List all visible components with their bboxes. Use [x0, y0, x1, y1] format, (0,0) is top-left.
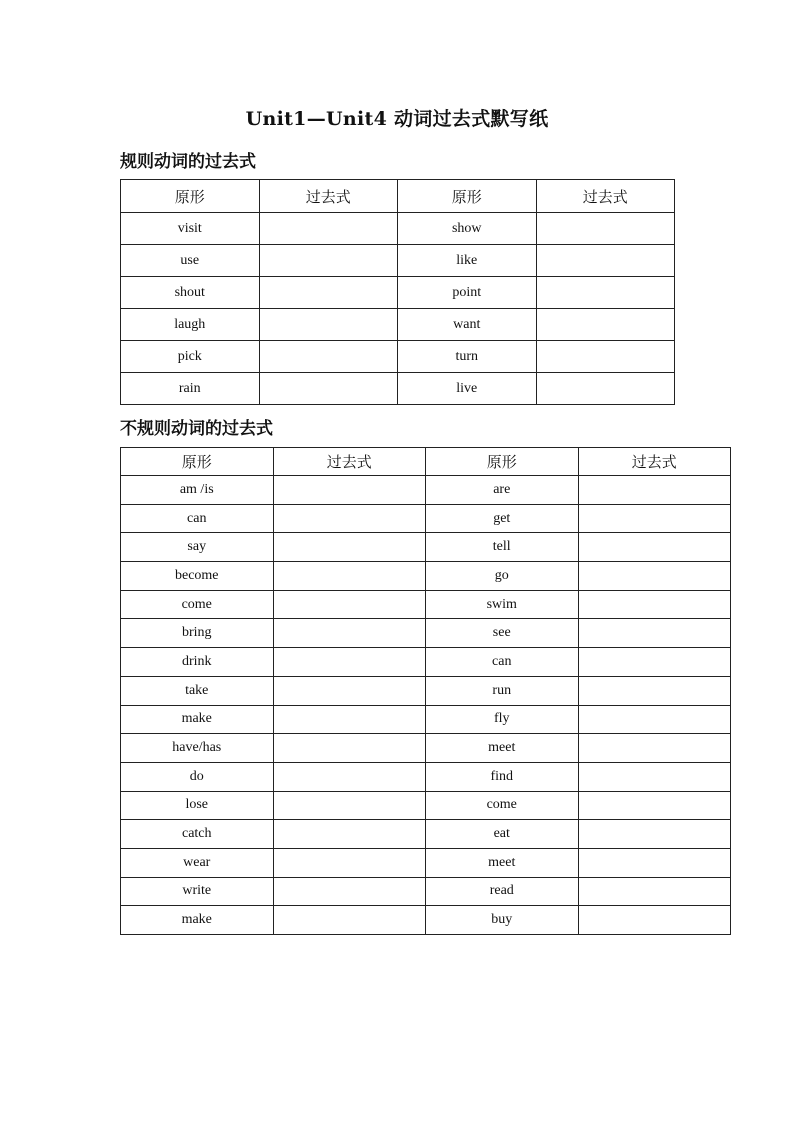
header-base-form: 原形: [426, 448, 579, 476]
past-tense-answer-cell[interactable]: [273, 820, 426, 849]
base-form-cell: take: [121, 676, 274, 705]
base-form-cell: come: [426, 791, 579, 820]
base-form-cell: do: [121, 762, 274, 791]
base-form-cell: am /is: [121, 476, 274, 505]
past-tense-answer-cell[interactable]: [578, 619, 731, 648]
base-form-cell: laugh: [121, 309, 260, 341]
base-form-cell: shout: [121, 277, 260, 309]
past-tense-answer-cell[interactable]: [578, 791, 731, 820]
header-base-form: 原形: [121, 448, 274, 476]
base-form-cell: bring: [121, 619, 274, 648]
past-tense-answer-cell[interactable]: [578, 676, 731, 705]
base-form-cell: find: [426, 762, 579, 791]
past-tense-answer-cell[interactable]: [273, 562, 426, 591]
past-tense-answer-cell[interactable]: [536, 341, 675, 373]
base-form-cell: catch: [121, 820, 274, 849]
table-row: [121, 820, 731, 849]
past-tense-answer-cell[interactable]: [578, 734, 731, 763]
table-row: [121, 705, 731, 734]
past-tense-answer-cell[interactable]: [273, 791, 426, 820]
past-tense-answer-cell[interactable]: [578, 504, 731, 533]
base-form-cell: lose: [121, 791, 274, 820]
table-row: [121, 676, 731, 705]
base-form-cell: turn: [398, 341, 537, 373]
base-form-cell: write: [121, 877, 274, 906]
table-header-row: [121, 180, 675, 213]
regular-verbs-table: [120, 179, 675, 405]
past-tense-answer-cell[interactable]: [273, 906, 426, 935]
past-tense-answer-cell[interactable]: [273, 877, 426, 906]
table-row: [121, 590, 731, 619]
table-row: [121, 476, 731, 505]
base-form-cell: use: [121, 245, 260, 277]
table-row: [121, 504, 731, 533]
past-tense-answer-cell[interactable]: [273, 504, 426, 533]
header-past-tense: 过去式: [259, 180, 398, 213]
base-form-cell: pick: [121, 341, 260, 373]
header-past-tense: 过去式: [578, 448, 731, 476]
past-tense-answer-cell[interactable]: [273, 734, 426, 763]
past-tense-answer-cell[interactable]: [259, 373, 398, 405]
header-base-form: 原形: [121, 180, 260, 213]
past-tense-answer-cell[interactable]: [536, 213, 675, 245]
base-form-cell: show: [398, 213, 537, 245]
table-row: [121, 562, 731, 591]
table-row: [121, 309, 675, 341]
table-row: [121, 341, 675, 373]
base-form-cell: tell: [426, 533, 579, 562]
base-form-cell: become: [121, 562, 274, 591]
past-tense-answer-cell[interactable]: [578, 877, 731, 906]
table-row: [121, 877, 731, 906]
base-form-cell: can: [121, 504, 274, 533]
table-row: [121, 245, 675, 277]
table-row: [121, 762, 731, 791]
irregular-verbs-body: [121, 476, 731, 935]
table-row: [121, 648, 731, 677]
past-tense-answer-cell[interactable]: [273, 705, 426, 734]
base-form-cell: have/has: [121, 734, 274, 763]
base-form-cell: buy: [426, 906, 579, 935]
table-row: [121, 373, 675, 405]
past-tense-answer-cell[interactable]: [259, 277, 398, 309]
past-tense-answer-cell[interactable]: [273, 762, 426, 791]
table-row: [121, 791, 731, 820]
table-row: [121, 848, 731, 877]
table-row: [121, 277, 675, 309]
regular-verbs-heading: 规则动词的过去式: [120, 152, 256, 172]
past-tense-answer-cell[interactable]: [273, 533, 426, 562]
header-past-tense: 过去式: [273, 448, 426, 476]
past-tense-answer-cell[interactable]: [259, 309, 398, 341]
base-form-cell: read: [426, 877, 579, 906]
base-form-cell: drink: [121, 648, 274, 677]
past-tense-answer-cell[interactable]: [273, 619, 426, 648]
base-form-cell: point: [398, 277, 537, 309]
past-tense-answer-cell[interactable]: [578, 762, 731, 791]
base-form-cell: rain: [121, 373, 260, 405]
header-base-form: 原形: [398, 180, 537, 213]
table-row: [121, 734, 731, 763]
past-tense-answer-cell[interactable]: [273, 676, 426, 705]
past-tense-answer-cell[interactable]: [536, 245, 675, 277]
past-tense-answer-cell[interactable]: [273, 648, 426, 677]
base-form-cell: meet: [426, 734, 579, 763]
base-form-cell: visit: [121, 213, 260, 245]
table-row: [121, 213, 675, 245]
base-form-cell: see: [426, 619, 579, 648]
base-form-cell: make: [121, 906, 274, 935]
base-form-cell: can: [426, 648, 579, 677]
base-form-cell: eat: [426, 820, 579, 849]
table-row: [121, 906, 731, 935]
table-row: [121, 533, 731, 562]
past-tense-answer-cell[interactable]: [578, 648, 731, 677]
base-form-cell: say: [121, 533, 274, 562]
header-past-tense: 过去式: [536, 180, 675, 213]
past-tense-answer-cell[interactable]: [536, 309, 675, 341]
past-tense-answer-cell[interactable]: [273, 848, 426, 877]
base-form-cell: fly: [426, 705, 579, 734]
irregular-verbs-table: [120, 447, 731, 935]
past-tense-answer-cell[interactable]: [578, 590, 731, 619]
base-form-cell: live: [398, 373, 537, 405]
past-tense-answer-cell[interactable]: [273, 590, 426, 619]
past-tense-answer-cell[interactable]: [578, 562, 731, 591]
page-title: Unit1—Unit4 动词过去式默写纸: [245, 108, 549, 130]
base-form-cell: make: [121, 705, 274, 734]
past-tense-answer-cell[interactable]: [536, 373, 675, 405]
past-tense-answer-cell[interactable]: [536, 277, 675, 309]
table-row: [121, 619, 731, 648]
past-tense-answer-cell[interactable]: [259, 213, 398, 245]
base-form-cell: are: [426, 476, 579, 505]
past-tense-answer-cell[interactable]: [578, 705, 731, 734]
base-form-cell: go: [426, 562, 579, 591]
base-form-cell: meet: [426, 848, 579, 877]
base-form-cell: come: [121, 590, 274, 619]
past-tense-answer-cell[interactable]: [259, 245, 398, 277]
base-form-cell: swim: [426, 590, 579, 619]
past-tense-answer-cell[interactable]: [273, 476, 426, 505]
base-form-cell: wear: [121, 848, 274, 877]
base-form-cell: get: [426, 504, 579, 533]
base-form-cell: like: [398, 245, 537, 277]
past-tense-answer-cell[interactable]: [259, 341, 398, 373]
past-tense-answer-cell[interactable]: [578, 820, 731, 849]
past-tense-answer-cell[interactable]: [578, 476, 731, 505]
past-tense-answer-cell[interactable]: [578, 533, 731, 562]
past-tense-answer-cell[interactable]: [578, 906, 731, 935]
regular-verbs-body: [121, 213, 675, 405]
base-form-cell: want: [398, 309, 537, 341]
table-header-row: [121, 448, 731, 476]
past-tense-answer-cell[interactable]: [578, 848, 731, 877]
irregular-verbs-heading: 不规则动词的过去式: [120, 419, 273, 439]
base-form-cell: run: [426, 676, 579, 705]
